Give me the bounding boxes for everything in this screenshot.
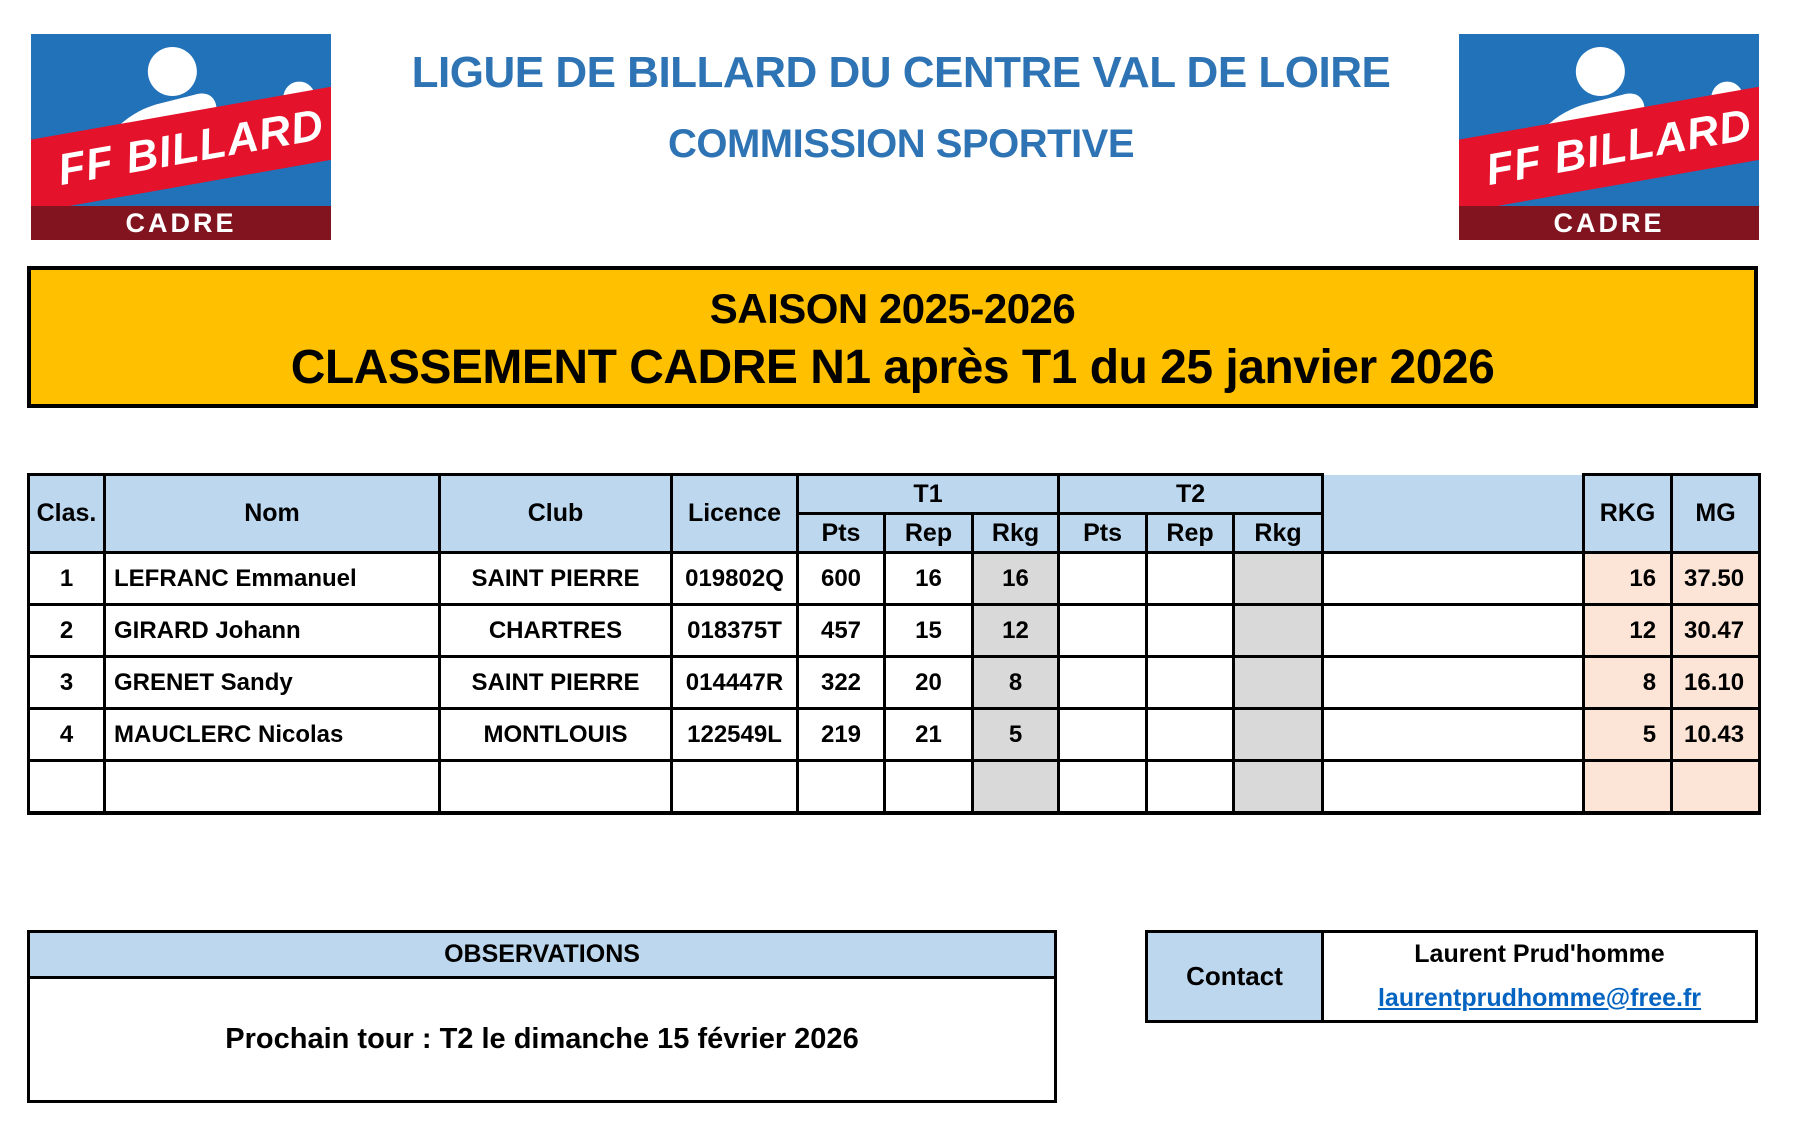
cell-mg: 16.10 bbox=[1672, 657, 1760, 709]
cell-t1-rep: 21 bbox=[885, 709, 973, 761]
cell-t1-rkg: 16 bbox=[973, 553, 1059, 605]
cell-mg: 10.43 bbox=[1672, 709, 1760, 761]
cell-clas: 3 bbox=[29, 657, 105, 709]
cell-t1-rep: 15 bbox=[885, 605, 973, 657]
cell-clas: 4 bbox=[29, 709, 105, 761]
cell-mg: 37.50 bbox=[1672, 553, 1760, 605]
cell-t1-rep: 20 bbox=[885, 657, 973, 709]
cell-t2-rkg bbox=[1234, 553, 1323, 605]
logo-discipline-strip bbox=[31, 206, 331, 240]
contact-name: Laurent Prud'homme bbox=[1414, 940, 1665, 969]
contact-details bbox=[1324, 933, 1755, 1020]
observations-note: Prochain tour : T2 le dimanche 15 février 2026 bbox=[225, 1023, 859, 1055]
cell-t2-pts bbox=[1059, 553, 1147, 605]
contact-label: Contact bbox=[1148, 933, 1324, 1020]
cell-t2-pts bbox=[1059, 657, 1147, 709]
cell-licence: 019802Q bbox=[672, 553, 798, 605]
logo-brand-text: FF BILLARD bbox=[54, 100, 328, 195]
cell-t1-rep: 16 bbox=[885, 553, 973, 605]
col-header-club: Club bbox=[440, 475, 672, 553]
table-row bbox=[29, 657, 1760, 709]
season-banner bbox=[27, 266, 1758, 408]
cell-mg bbox=[1672, 761, 1760, 813]
banner-season-text: SAISON 2025-2026 bbox=[709, 285, 1076, 332]
cell-t1-rkg: 8 bbox=[973, 657, 1059, 709]
cell-rkg-total: 12 bbox=[1584, 605, 1672, 657]
cell-clas: 1 bbox=[29, 553, 105, 605]
cell-t2-pts bbox=[1059, 709, 1147, 761]
table-row bbox=[29, 761, 1760, 813]
cell-t2-pts bbox=[1059, 605, 1147, 657]
table-row bbox=[29, 605, 1760, 657]
cell-licence: 014447R bbox=[672, 657, 798, 709]
cell-t1-pts bbox=[798, 761, 885, 813]
logo-discipline-text: CADRE bbox=[1553, 207, 1665, 238]
col-group-t1: T1 bbox=[798, 475, 1059, 514]
cell-gap bbox=[1323, 605, 1584, 657]
cell-gap bbox=[1323, 761, 1584, 813]
observations-box bbox=[27, 930, 1057, 1103]
col-header-t2-rep: Rep bbox=[1147, 514, 1234, 553]
cell-club: SAINT PIERRE bbox=[440, 553, 672, 605]
cell-nom bbox=[105, 761, 440, 813]
cell-t2-rep bbox=[1147, 553, 1234, 605]
cell-club: MONTLOUIS bbox=[440, 709, 672, 761]
cell-t2-rkg bbox=[1234, 657, 1323, 709]
header-gap-cell bbox=[1323, 475, 1584, 553]
cell-t1-rkg: 12 bbox=[973, 605, 1059, 657]
cell-t2-rep bbox=[1147, 761, 1234, 813]
page-subtitle: COMMISSION SPORTIVE bbox=[667, 122, 1135, 166]
cell-t1-pts: 600 bbox=[798, 553, 885, 605]
cell-club: CHARTRES bbox=[440, 605, 672, 657]
page-title: LIGUE DE BILLARD DU CENTRE VAL DE LOIRE bbox=[411, 48, 1391, 97]
col-header-licence: Licence bbox=[672, 475, 798, 553]
cell-t1-rkg: 5 bbox=[973, 709, 1059, 761]
cell-t2-rkg bbox=[1234, 709, 1323, 761]
col-header-t2-pts: Pts bbox=[1059, 514, 1147, 553]
cell-licence bbox=[672, 761, 798, 813]
cell-rkg-total: 8 bbox=[1584, 657, 1672, 709]
logo-discipline-strip bbox=[1459, 206, 1759, 240]
cell-t2-rep bbox=[1147, 709, 1234, 761]
contact-email-link[interactable]: laurentprudhomme@free.fr bbox=[1377, 983, 1702, 1012]
cell-clas bbox=[29, 761, 105, 813]
col-header-t1-rkg: Rkg bbox=[973, 514, 1059, 553]
cell-t2-rkg bbox=[1234, 761, 1323, 813]
cell-nom: LEFRANC Emmanuel bbox=[105, 553, 440, 605]
col-header-mg: MG bbox=[1672, 475, 1760, 553]
header-title-block bbox=[343, 44, 1459, 170]
cell-licence: 122549L bbox=[672, 709, 798, 761]
observations-title: OBSERVATIONS bbox=[30, 933, 1054, 979]
cell-t1-rkg bbox=[973, 761, 1059, 813]
table-row bbox=[29, 709, 1760, 761]
cell-t1-pts: 219 bbox=[798, 709, 885, 761]
cell-nom: GRENET Sandy bbox=[105, 657, 440, 709]
cell-t1-pts: 322 bbox=[798, 657, 885, 709]
cell-t1-pts: 457 bbox=[798, 605, 885, 657]
cell-gap bbox=[1323, 553, 1584, 605]
cell-rkg-total: 16 bbox=[1584, 553, 1672, 605]
cell-gap bbox=[1323, 709, 1584, 761]
logo-discipline-text: CADRE bbox=[125, 207, 237, 238]
col-header-t1-rep: Rep bbox=[885, 514, 973, 553]
cell-mg: 30.47 bbox=[1672, 605, 1760, 657]
ranking-table-body bbox=[29, 553, 1760, 813]
cell-nom: MAUCLERC Nicolas bbox=[105, 709, 440, 761]
col-group-t2: T2 bbox=[1059, 475, 1323, 514]
cell-t2-pts bbox=[1059, 761, 1147, 813]
col-header-t1-pts: Pts bbox=[798, 514, 885, 553]
col-header-nom: Nom bbox=[105, 475, 440, 553]
ranking-table bbox=[27, 473, 1761, 815]
cell-gap bbox=[1323, 657, 1584, 709]
col-header-t2-rkg: Rkg bbox=[1234, 514, 1323, 553]
cell-club: SAINT PIERRE bbox=[440, 657, 672, 709]
cell-clas: 2 bbox=[29, 605, 105, 657]
col-header-clas: Clas. bbox=[29, 475, 105, 553]
ffb-logo-left bbox=[31, 34, 331, 240]
cell-t1-rep bbox=[885, 761, 973, 813]
cell-nom: GIRARD Johann bbox=[105, 605, 440, 657]
cell-rkg-total: 5 bbox=[1584, 709, 1672, 761]
table-row bbox=[29, 553, 1760, 605]
banner-classement-text: CLASSEMENT CADRE N1 après T1 du 25 janvier 2026 bbox=[290, 341, 1495, 394]
cell-rkg-total bbox=[1584, 761, 1672, 813]
cell-t2-rep bbox=[1147, 657, 1234, 709]
ffb-logo-right bbox=[1459, 34, 1759, 240]
contact-email bbox=[1324, 977, 1755, 1021]
logo-brand-text: FF BILLARD bbox=[1482, 100, 1756, 195]
contact-box bbox=[1145, 930, 1758, 1023]
cell-licence: 018375T bbox=[672, 605, 798, 657]
col-header-rkg-total: RKG bbox=[1584, 475, 1672, 553]
cell-t2-rkg bbox=[1234, 605, 1323, 657]
cell-club bbox=[440, 761, 672, 813]
cell-t2-rep bbox=[1147, 605, 1234, 657]
